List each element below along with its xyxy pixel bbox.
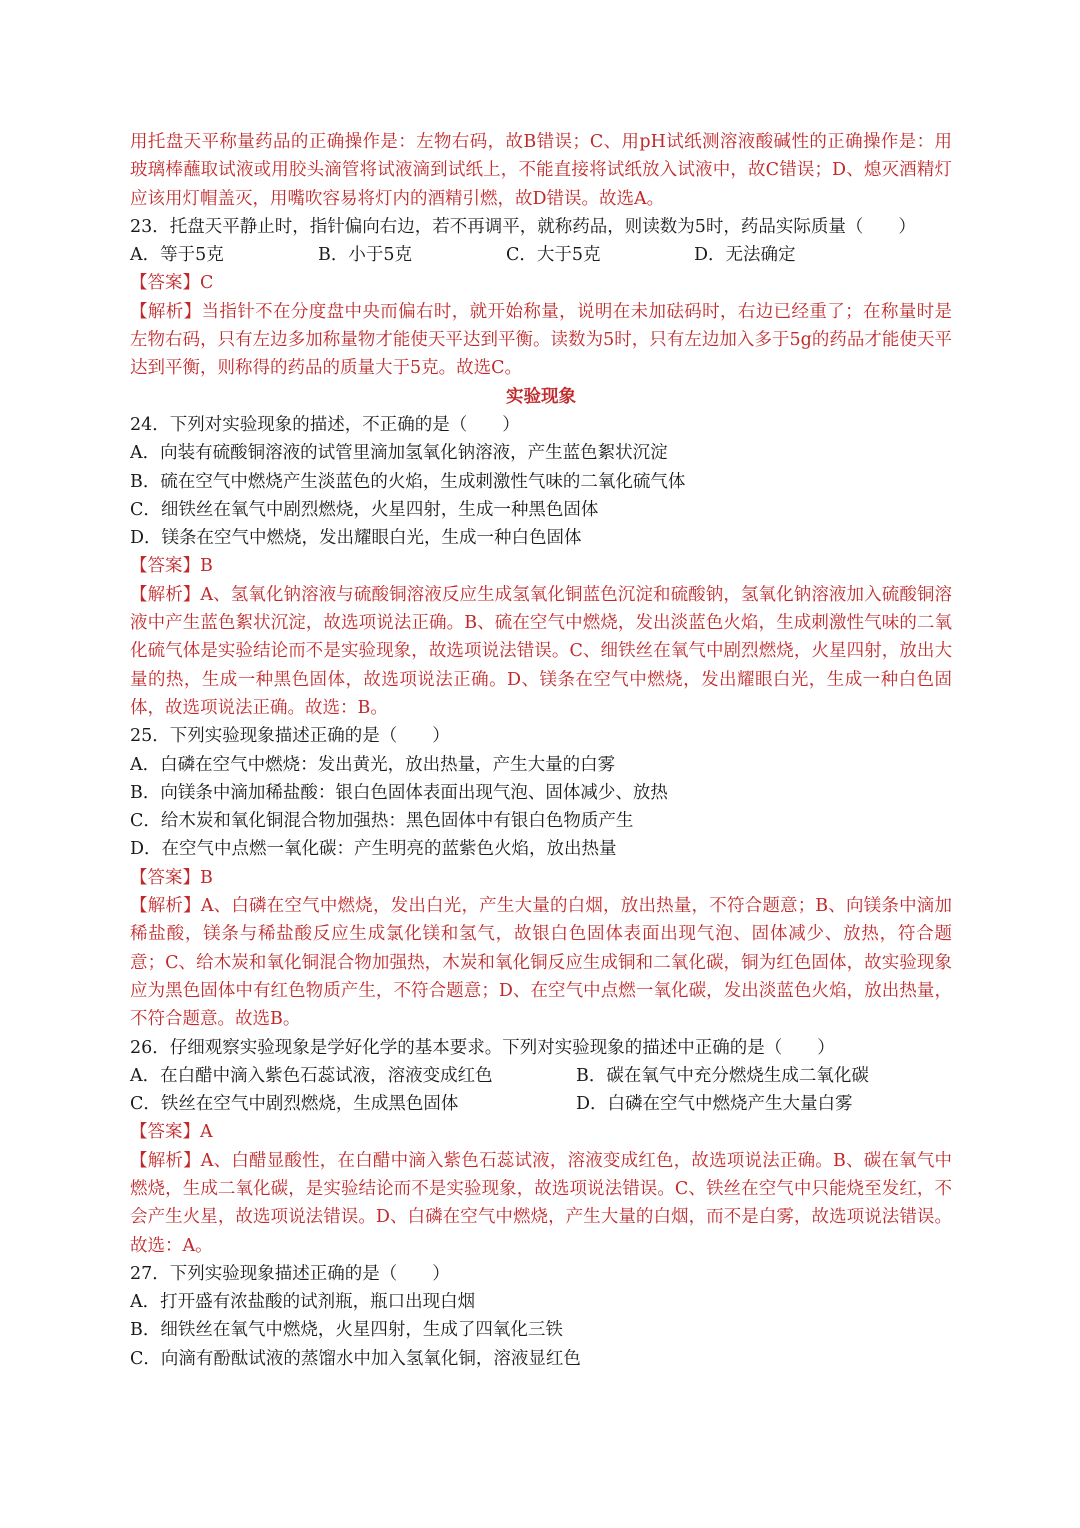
answer-label: 【答案】 <box>130 556 200 577</box>
q23-option-b: B．小于5克 <box>318 245 412 266</box>
q24-stem: 24．下列对实验现象的描述，不正确的是（ ） <box>130 414 520 435</box>
q25-option-c: C．给木炭和氧化铜混合物加强热：黑色固体中有银白色物质产生 <box>130 811 634 832</box>
document-page <box>130 128 952 1373</box>
q26-analysis <box>130 1147 952 1260</box>
q23-analysis <box>130 298 952 383</box>
q26-option-c: C．铁丝在空气中剧烈燃烧，生成黑色固体 <box>130 1094 459 1115</box>
q26-options-row-2 <box>130 1090 952 1118</box>
section-title: 实验现象 <box>506 386 576 407</box>
q24-option-d: D．镁条在空气中燃烧，发出耀眼白光，生成一种白色固体 <box>130 528 582 549</box>
q26-options-row-1 <box>130 1062 952 1090</box>
q25-answer <box>130 864 952 892</box>
q23-option-d: D．无法确定 <box>694 245 796 266</box>
q24-option-a: A．向装有硫酸铜溶液的试管里滴加氢氧化钠溶液，产生蓝色絮状沉淀 <box>130 443 668 464</box>
answer-label: 【答案】 <box>130 867 200 888</box>
q26-option-a: A．在白醋中滴入紫色石蕊试液，溶液变成红色 <box>130 1065 493 1086</box>
q26-stem: 26．仔细观察实验现象是学好化学的基本要求。下列对实验现象的描述中正确的是（ ） <box>130 1037 835 1058</box>
q24-analysis-text: A、氢氧化钠溶液与硫酸铜溶液反应生成氢氧化铜蓝色沉淀和硫酸钠，氢氧化钠溶液加入硫酸铜溶液中产生蓝色絮状沉淀，故选项说法正确。B、硫在空气中燃烧，发出淡蓝色火焰，生成刺激性气味的二氧化硫气体是实验结论而不是实验现象，故选项说法错误。C、细铁丝在氧气中剧烈燃烧，火星四射，放出大量的热，生成一种黑色固体，故选项说法正确。D、镁条在空气中燃烧，发出耀眼白光，生成一种白色固体，故选项说法正确。故选：B。 <box>130 584 953 718</box>
q25-analysis <box>130 892 952 1033</box>
q25-option-d: D．在空气中点燃一氧化碳：产生明亮的蓝紫色火焰，放出热量 <box>130 839 617 860</box>
q24-analysis <box>130 581 952 722</box>
analysis-label: 【解析】 <box>130 301 202 322</box>
intro-explanation: 用托盘天平称量药品的正确操作是：左物右码，故B错误；C、用pH试纸测溶液酸碱性的正确操作是：用玻璃棒蘸取试液或用胶头滴管将试液滴到试纸上，不能直接将试纸放入试液中，故C错误；D、熄灭酒精灯应该用灯帽盖灭，用嘴吹容易将灯内的酒精引燃，故D错误。故选A。 <box>130 132 952 209</box>
q24-answer-value: B <box>200 556 213 577</box>
q27-option-b: B．细铁丝在氧气中燃烧，火星四射，生成了四氧化三铁 <box>130 1320 563 1341</box>
q26-answer <box>130 1118 952 1146</box>
analysis-label: 【解析】 <box>130 896 201 917</box>
analysis-label: 【解析】 <box>130 584 201 605</box>
q23-answer-value: C <box>200 273 214 294</box>
q24-answer <box>130 552 952 580</box>
q27-stem: 27．下列实验现象描述正确的是（ ） <box>130 1263 450 1284</box>
q26-option-b: B．碳在氧气中充分燃烧生成二氧化碳 <box>576 1065 869 1086</box>
analysis-label: 【解析】 <box>130 1150 201 1171</box>
q23-stem: 23．托盘天平静止时，指针偏向右边，若不再调平，就称药品，则读数为5时，药品实际质量（ ） <box>130 216 916 237</box>
q27-option-a: A．打开盛有浓盐酸的试剂瓶，瓶口出现白烟 <box>130 1292 476 1313</box>
answer-label: 【答案】 <box>130 273 200 294</box>
q27-option-c: C．向滴有酚酞试液的蒸馏水中加入氢氧化铜，溶液显红色 <box>130 1348 581 1369</box>
q24-option-c: C．细铁丝在氧气中剧烈燃烧，火星四射，生成一种黑色固体 <box>130 499 599 520</box>
q25-analysis-text: A、白磷在空气中燃烧，发出白光，产生大量的白烟，放出热量，不符合题意；B、向镁条中滴加稀盐酸，镁条与稀盐酸反应生成氯化镁和氢气，故银白色固体表面出现气泡、固体减少、放热，符合题意；C、给木炭和氧化铜混合物加强热，木炭和氧化铜反应生成铜和二氧化碳，铜为红色固体，故实验现象应为黑色固体中有红色物质产生，不符合题意；D、在空气中点燃一氧化碳，发出淡蓝色火焰，放出热量，不符合题意。故选B。 <box>130 896 953 1030</box>
q26-answer-value: A <box>200 1122 213 1143</box>
q25-answer-value: B <box>200 867 213 888</box>
q23-option-c: C．大于5克 <box>506 245 601 266</box>
q26-option-d: D．白磷在空气中燃烧产生大量白雾 <box>576 1094 853 1115</box>
q25-stem: 25．下列实验现象描述正确的是（ ） <box>130 726 450 747</box>
q25-option-b: B．向镁条中滴加稀盐酸：银白色固体表面出现气泡、固体减少、放热 <box>130 782 668 803</box>
q26-analysis-text: A、白醋显酸性，在白醋中滴入紫色石蕊试液，溶液变成红色，故选项说法正确。B、碳在氧气中燃烧，生成二氧化碳，是实验结论而不是实验现象，故选项说法错误。C、铁丝在空气中只能烧至发红，不会产生火星，故选项说法错误。D、白磷在空气中燃烧，产生大量的白烟，而不是白雾，故选项说法错误。故选：A。 <box>130 1150 953 1256</box>
q23-answer <box>130 269 952 297</box>
q24-option-b: B．硫在空气中燃烧产生淡蓝色的火焰，生成刺激性气味的二氧化硫气体 <box>130 471 686 492</box>
q23-options <box>130 241 952 269</box>
q23-option-a: A．等于5克 <box>130 245 224 266</box>
q23-analysis-text: 当指针不在分度盘中央而偏右时，就开始称量，说明在未加砝码时，右边已经重了；在称量时是左物右码，只有左边多加称量物才能使天平达到平衡。读数为5时，只有左边加入多于5g的药品才能使天平达到平衡，则称得的药品的质量大于5克。故选C。 <box>130 301 953 379</box>
answer-label: 【答案】 <box>130 1122 200 1143</box>
q25-option-a: A．白磷在空气中燃烧：发出黄光，放出热量，产生大量的白雾 <box>130 754 616 775</box>
